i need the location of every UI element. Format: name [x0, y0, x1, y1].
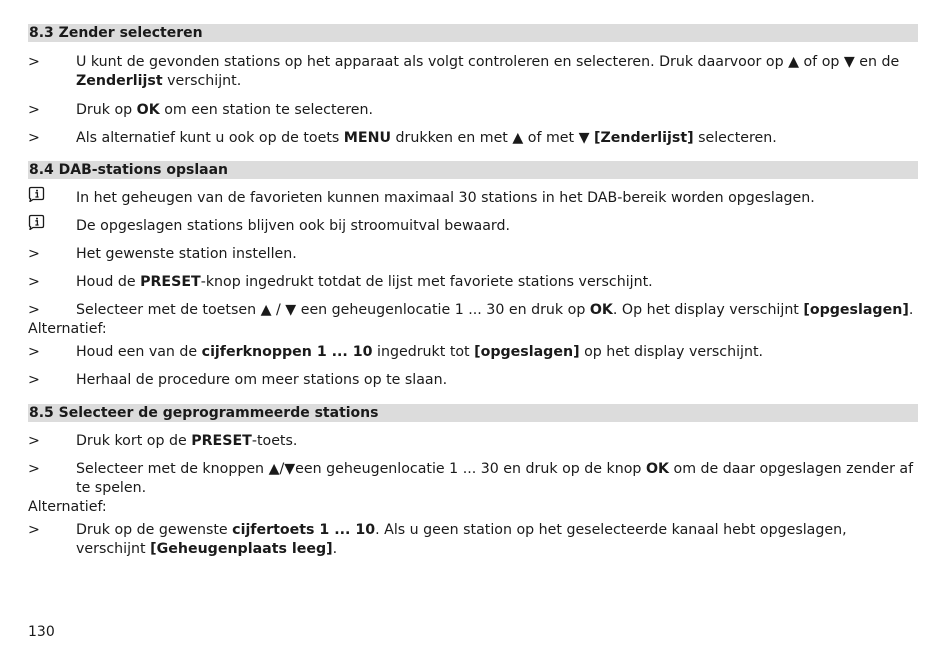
list-item: > Druk op OK om een station te selecteren.	[28, 102, 373, 118]
list-marker: >	[28, 274, 40, 290]
alternative-label: Alternatief:	[28, 499, 107, 515]
section-heading-8-3: 8.3 Zender selecteren	[28, 24, 918, 42]
list-item: > Als alternatief kunt u ook op de toets MENU drukken en met ▲ of met ▼ [Zenderlijst] selecteren.	[28, 130, 777, 146]
list-item: > Het gewenste station instellen.	[28, 246, 297, 262]
info-icon	[28, 186, 45, 202]
alternative-label: Alternatief:	[28, 321, 107, 337]
list-item: > Houd een van de cijferknoppen 1 ... 10 ingedrukt tot [opgeslagen] op het display verschijnt.	[28, 344, 764, 360]
list-item: > Selecteer met de toetsen ▲ / ▼ een geheugenlocatie 1 ... 30 en druk op OK. Op het display verschijnt [opgeslagen].	[28, 302, 914, 318]
list-marker: >	[28, 302, 40, 318]
page-number: 130	[28, 624, 55, 640]
section-heading-8-5: 8.5 Selecteer de geprogrammeerde stations	[28, 404, 918, 422]
list-marker: >	[28, 372, 40, 388]
list-marker: >	[28, 522, 40, 538]
list-marker: >	[28, 344, 40, 360]
info-icon	[28, 214, 45, 230]
list-item: > Druk op de gewenste cijfertoets 1 ... 10. Als u geen station op het geselecteerde kanaal hebt opgeslagen, verschijnt [Geheugenplaats leeg].	[28, 522, 847, 557]
list-item: > U kunt de gevonden stations op het apparaat als volgt controleren en selecteren. Druk daarvoor op ▲ of op ▼ en de Zenderlijst verschijnt.	[28, 54, 900, 89]
info-note: De opgeslagen stations blijven ook bij stroomuitval bewaard.	[28, 217, 918, 236]
list-marker: >	[28, 461, 40, 477]
list-marker: >	[28, 130, 40, 146]
info-note: In het geheugen van de favorieten kunnen maximaal 30 stations in het DAB-bereik worden opgeslagen.	[28, 189, 918, 208]
section-heading-8-4: 8.4 DAB-stations opslaan	[28, 161, 918, 179]
list-item: > Herhaal de procedure om meer stations op te slaan.	[28, 372, 448, 388]
list-marker: >	[28, 102, 40, 118]
list-item: > Druk kort op de PRESET-toets.	[28, 433, 298, 449]
list-item: > Houd de PRESET-knop ingedrukt totdat de lijst met favoriete stations verschijnt.	[28, 274, 653, 290]
list-item: > Selecteer met de knoppen ▲/▼een geheugenlocatie 1 ... 30 en druk op de knop OK om de daar opgeslagen zender af te spelen.	[28, 461, 914, 496]
manual-page	[28, 24, 918, 559]
list-marker: >	[28, 246, 40, 262]
list-marker: >	[28, 54, 40, 70]
list-marker: >	[28, 433, 40, 449]
